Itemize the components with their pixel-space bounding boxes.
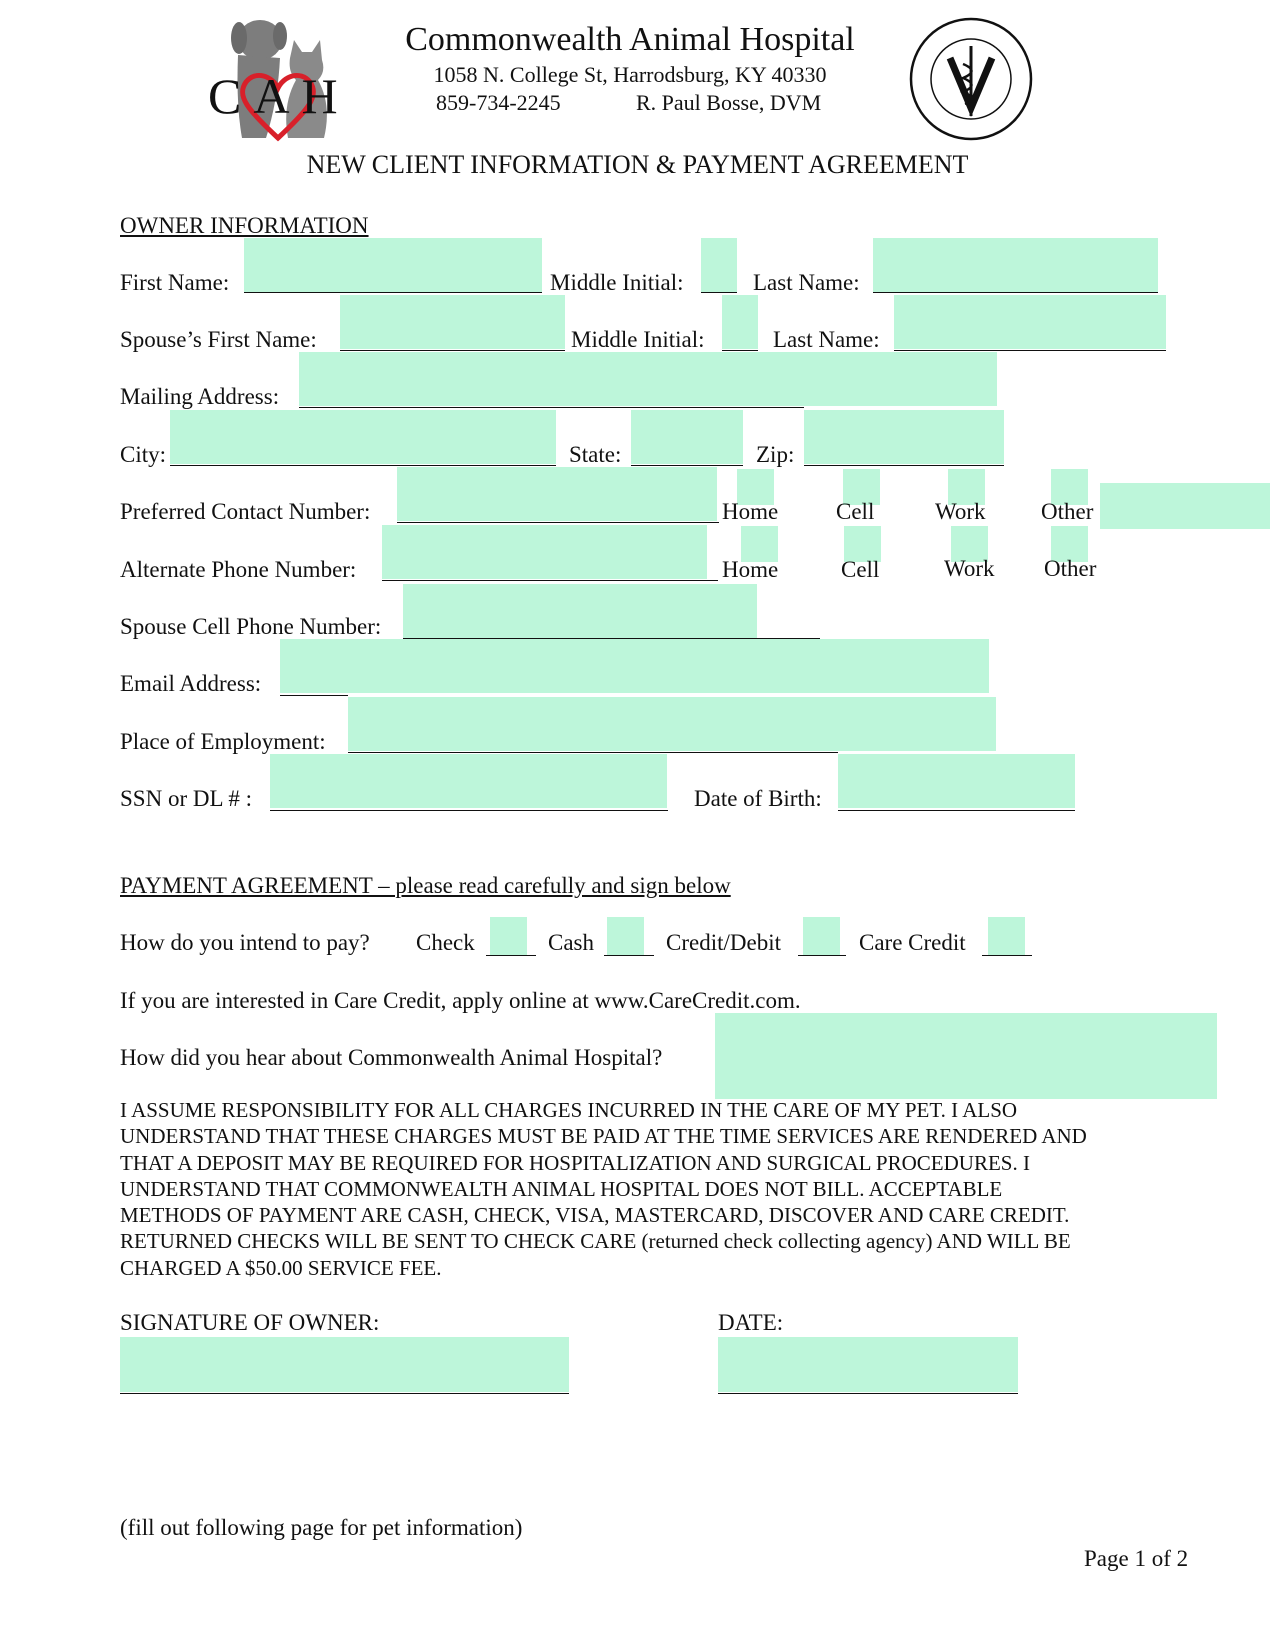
state-input[interactable] xyxy=(631,410,743,464)
spouse-last-name-input[interactable] xyxy=(894,295,1166,349)
legal-line: RETURNED CHECKS WILL BE SENT TO CHECK CARE (returned check collecting agency) AND WILL BE xyxy=(120,1229,1071,1254)
seal-text xyxy=(908,16,931,17)
credit-debit-line xyxy=(798,955,846,956)
hospital-name: Commonwealth Animal Hospital xyxy=(405,21,855,58)
referral-input[interactable] xyxy=(715,1013,1217,1099)
preferred-other-input[interactable] xyxy=(1100,483,1270,529)
dob-label: Date of Birth: xyxy=(694,786,822,811)
legal-line: METHODS OF PAYMENT ARE CASH, CHECK, VISA, MASTERCARD, DISCOVER AND CARE CREDIT. xyxy=(120,1203,1070,1228)
check-checkbox[interactable] xyxy=(490,917,527,955)
payment-section-title: PAYMENT AGREEMENT – please read carefully and sign below xyxy=(120,873,731,898)
legal-line: I ASSUME RESPONSIBILITY FOR ALL CHARGES INCURRED IN THE CARE OF MY PET. I ALSO xyxy=(120,1098,1018,1122)
legal-line: CHARGED A $50.00 SERVICE FEE. xyxy=(120,1255,442,1280)
last-name-line xyxy=(873,292,1158,293)
preferred-work-label: Work xyxy=(935,499,986,524)
date-line xyxy=(718,1393,1018,1394)
city-label: City: xyxy=(120,442,167,467)
alternate-phone-line xyxy=(382,580,718,581)
spouse-first-name-line xyxy=(340,350,565,351)
form-title: NEW CLIENT INFORMATION & PAYMENT AGREEMENT xyxy=(306,150,969,179)
preferred-cell-label: Cell xyxy=(836,499,875,524)
preferred-other-label: Other xyxy=(1041,499,1094,524)
dob-input[interactable] xyxy=(838,754,1075,808)
middle-initial-input[interactable] xyxy=(701,238,737,292)
spouse-middle-initial-label: Middle Initial: xyxy=(571,327,705,352)
zip-label: Zip: xyxy=(756,442,795,467)
date-input[interactable] xyxy=(718,1337,1018,1392)
doctor-name: R. Paul Bosse, DVM xyxy=(636,90,822,115)
cash-line xyxy=(604,955,654,956)
spouse-middle-initial-input[interactable] xyxy=(722,295,758,349)
logo-text: CAH xyxy=(208,68,350,124)
state-line xyxy=(631,465,743,466)
ssn-label: SSN or DL # : xyxy=(120,786,253,811)
zip-input[interactable] xyxy=(804,410,1004,464)
cash-checkbox[interactable] xyxy=(607,917,644,955)
mailing-address-line xyxy=(299,407,804,408)
middle-initial-label: Middle Initial: xyxy=(550,270,684,295)
avma-caduceus-icon xyxy=(908,16,1034,142)
hospital-logo xyxy=(208,10,358,145)
hospital-phone: 859-734-2245 xyxy=(436,90,561,115)
signature-line xyxy=(120,1393,569,1394)
hospital-address: 1058 N. College St, Harrodsburg, KY 40330 xyxy=(433,62,827,87)
first-name-input[interactable] xyxy=(244,238,542,292)
email-input[interactable] xyxy=(280,639,989,693)
check-line xyxy=(486,955,536,956)
city-input[interactable] xyxy=(170,410,556,464)
spouse-cell-label: Spouse Cell Phone Number: xyxy=(120,614,382,639)
alternate-work-label: Work xyxy=(944,556,995,581)
legal-line: UNDERSTAND THAT COMMONWEALTH ANIMAL HOSPITAL DOES NOT BILL. ACCEPTABLE xyxy=(120,1176,1003,1201)
care-credit-label: Care Credit xyxy=(859,930,966,955)
alternate-other-label: Other xyxy=(1044,556,1097,581)
signature-label: SIGNATURE OF OWNER: xyxy=(120,1310,380,1335)
alternate-cell-label: Cell xyxy=(841,557,880,582)
alternate-phone-input[interactable] xyxy=(382,525,707,579)
care-credit-note: If you are interested in Care Credit, apply online at www.CareCredit.com. xyxy=(120,988,801,1013)
spouse-cell-input[interactable] xyxy=(403,584,757,638)
mailing-address-label: Mailing Address: xyxy=(120,384,280,409)
care-credit-checkbox[interactable] xyxy=(988,917,1025,955)
first-name-line xyxy=(244,292,542,293)
care-credit-line xyxy=(982,955,1032,956)
alternate-phone-label: Alternate Phone Number: xyxy=(120,557,357,582)
city-line xyxy=(170,465,556,466)
credit-debit-checkbox[interactable] xyxy=(803,917,840,955)
spouse-first-name-label: Spouse’s First Name: xyxy=(120,327,317,352)
intend-question: How do you intend to pay? xyxy=(120,930,370,955)
spouse-last-name-line xyxy=(894,350,1166,351)
email-line xyxy=(280,695,348,696)
responsibility-statement xyxy=(120,1097,1200,1281)
preferred-contact-input[interactable] xyxy=(397,467,717,521)
check-label: Check xyxy=(416,930,475,955)
preferred-contact-line xyxy=(397,522,719,523)
last-name-label: Last Name: xyxy=(753,270,860,295)
alternate-home-label: Home xyxy=(722,557,779,582)
last-name-input[interactable] xyxy=(873,238,1158,292)
first-name-label: First Name: xyxy=(120,270,230,295)
spouse-first-name-input[interactable] xyxy=(340,295,565,349)
spouse-last-name-label: Last Name: xyxy=(773,327,880,352)
mailing-address-input[interactable] xyxy=(299,352,997,406)
avma-seal xyxy=(908,16,1034,142)
state-label: State: xyxy=(569,442,622,467)
date-label: DATE: xyxy=(718,1310,784,1335)
zip-line xyxy=(804,465,1004,466)
middle-initial-line xyxy=(701,292,737,293)
legal-line: THAT A DEPOSIT MAY BE REQUIRED FOR HOSPITALIZATION AND SURGICAL PROCEDURES. I xyxy=(120,1150,1030,1175)
page-number: Page 1 of 2 xyxy=(1084,1546,1189,1571)
hear-question: How did you hear about Commonwealth Animal Hospital? xyxy=(120,1045,663,1070)
preferred-home-label: Home xyxy=(722,499,779,524)
employment-line xyxy=(348,752,838,753)
employment-input[interactable] xyxy=(348,697,996,751)
dob-line xyxy=(838,810,1075,811)
employment-label: Place of Employment: xyxy=(120,729,326,754)
owner-section-title: OWNER INFORMATION xyxy=(120,213,369,238)
credit-debit-label: Credit/Debit xyxy=(666,930,781,955)
cash-label: Cash xyxy=(548,930,594,955)
legal-line: UNDERSTAND THAT THESE CHARGES MUST BE PAID AT THE TIME SERVICES ARE RENDERED AND xyxy=(120,1124,1087,1149)
spouse-middle-initial-line xyxy=(722,350,758,351)
pet-info-note: (fill out following page for pet information) xyxy=(120,1515,523,1540)
ssn-line xyxy=(270,810,668,811)
signature-input[interactable] xyxy=(120,1337,569,1392)
ssn-input[interactable] xyxy=(270,754,667,808)
email-label: Email Address: xyxy=(120,671,262,696)
preferred-contact-label: Preferred Contact Number: xyxy=(120,499,371,524)
